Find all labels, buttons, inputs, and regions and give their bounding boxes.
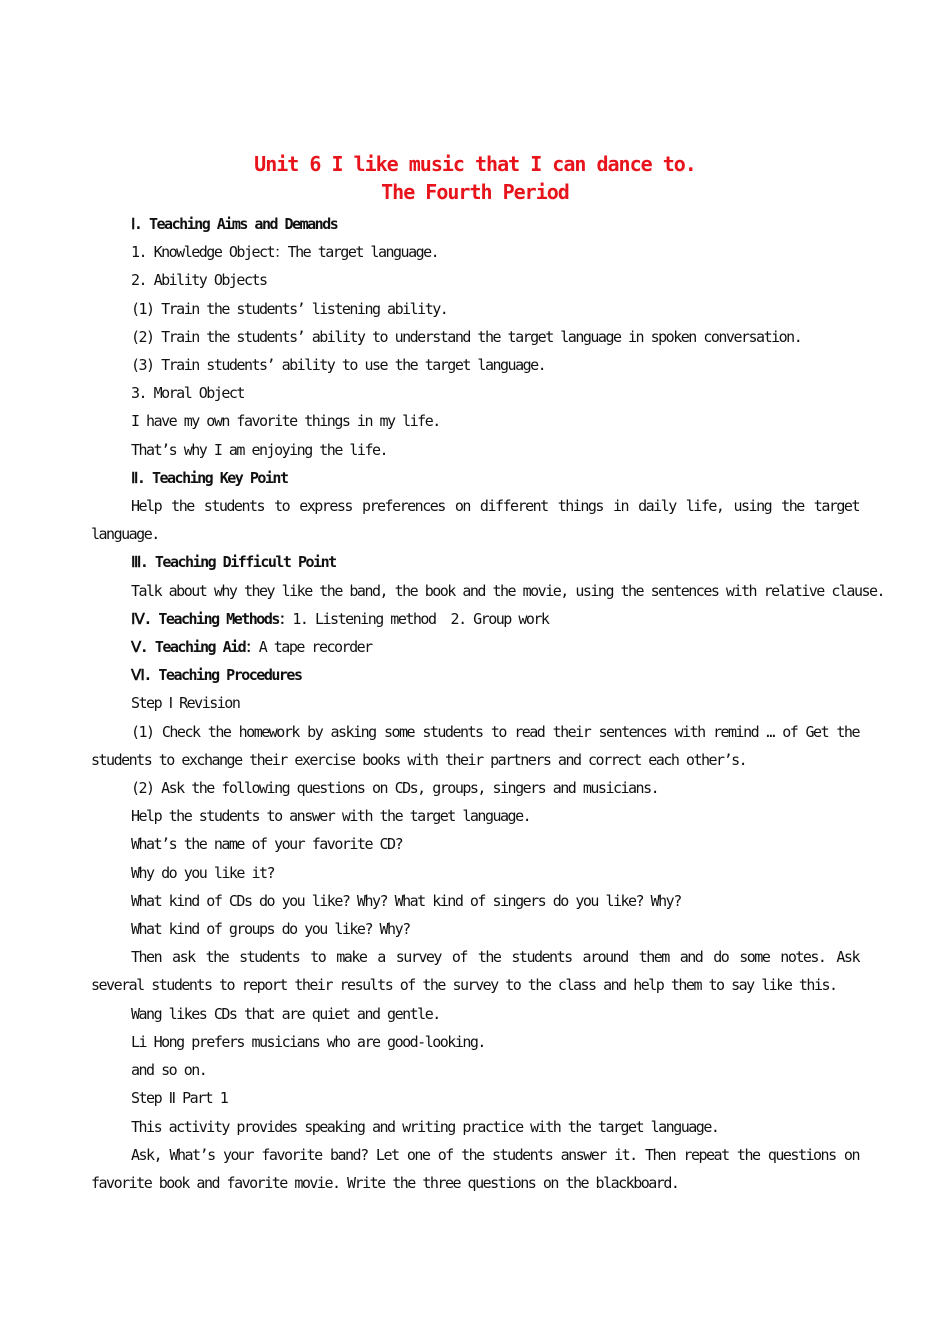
procedure-paragraph: Why do you like it? — [131, 863, 275, 882]
aims-item: That’s why I am enjoying the life. — [131, 440, 388, 459]
aims-item: (2) Train the students’ ability to understand the target language in spoken conversation. — [131, 327, 802, 346]
procedure-paragraph: This activity provides speaking and writing practice with the target language. — [131, 1117, 719, 1136]
procedure-paragraph: Li Hong prefers musicians who are good-looking. — [131, 1032, 485, 1051]
procedure-paragraph: Help the students to answer with the target language. — [131, 807, 531, 826]
procedure-paragraph: What kind of CDs do you like? Why? What kind of singers do you like? Why? — [131, 891, 681, 910]
procedure-paragraph: Then ask the students to make a survey of the students around them and do some notes. Ask several students to report their results of the survey to the class and help them to say like this. — [91, 948, 867, 995]
aims-item: 1. Knowledge Object：The target language. — [131, 243, 439, 262]
aims-item: (3) Train students’ ability to use the target language. — [131, 356, 546, 375]
section-heading-methods: Ⅳ. Teaching Methods： — [131, 609, 293, 628]
document-title: Unit 6 I like music that I can dance to. — [254, 152, 696, 176]
aims-item: 2. Ability Objects — [131, 271, 267, 290]
difficult-point-text: Talk about why they like the band, the book and the movie, using the sentences with relative clause. — [131, 581, 885, 600]
key-point-text: Help the students to express preferences on different things in daily life, using the target language. — [91, 497, 867, 544]
procedure-paragraph: What’s the name of your favorite CD? — [131, 835, 403, 854]
procedure-paragraph: (2) Ask the following questions on CDs, groups, singers and musicians. — [131, 779, 659, 798]
section-heading-difficult-point: Ⅲ. Teaching Difficult Point — [131, 553, 336, 572]
section-heading-aims: Ⅰ. Teaching Aims and Demands — [131, 215, 338, 233]
section-heading-key-point: Ⅱ. Teaching Key Point — [131, 468, 288, 487]
aims-item: 3. Moral Object — [131, 384, 244, 403]
aims-item: I have my own favorite things in my life. — [131, 412, 440, 431]
step-title: Step Ⅱ Part 1 — [131, 1089, 228, 1108]
procedure-paragraph: (1) Check the homework by asking some students to read their sentences with remind … of Get the students to exchange their exercise books with their partners and correct each other’s. — [91, 722, 867, 769]
document-body — [91, 210, 885, 1197]
aims-item: (1) Train the students’ listening ability. — [131, 299, 448, 318]
teaching-aid-value: A tape recorder — [258, 638, 372, 657]
teaching-methods-value: 1. Listening method 2. Group work — [292, 609, 549, 628]
procedure-paragraph: Ask, What’s your favorite band? Let one of the students answer it. Then repeat the questions on favorite book and favorite movie. Write the three questions on the blackboard. — [91, 1145, 867, 1192]
section-heading-procedures: Ⅵ. Teaching Procedures — [131, 666, 302, 685]
procedure-paragraph: What kind of groups do you like? Why? — [131, 920, 410, 939]
section-heading-aid: Ⅴ. Teaching Aid： — [131, 638, 259, 657]
document-subtitle: The Fourth Period — [381, 180, 569, 204]
teaching-methods-line — [91, 605, 859, 633]
teaching-aid-line — [91, 633, 859, 661]
procedure-paragraph: Wang likes CDs that are quiet and gentle. — [131, 1004, 440, 1023]
procedure-paragraph: and so on. — [131, 1061, 207, 1080]
step-title: Step Ⅰ Revision — [131, 694, 240, 713]
